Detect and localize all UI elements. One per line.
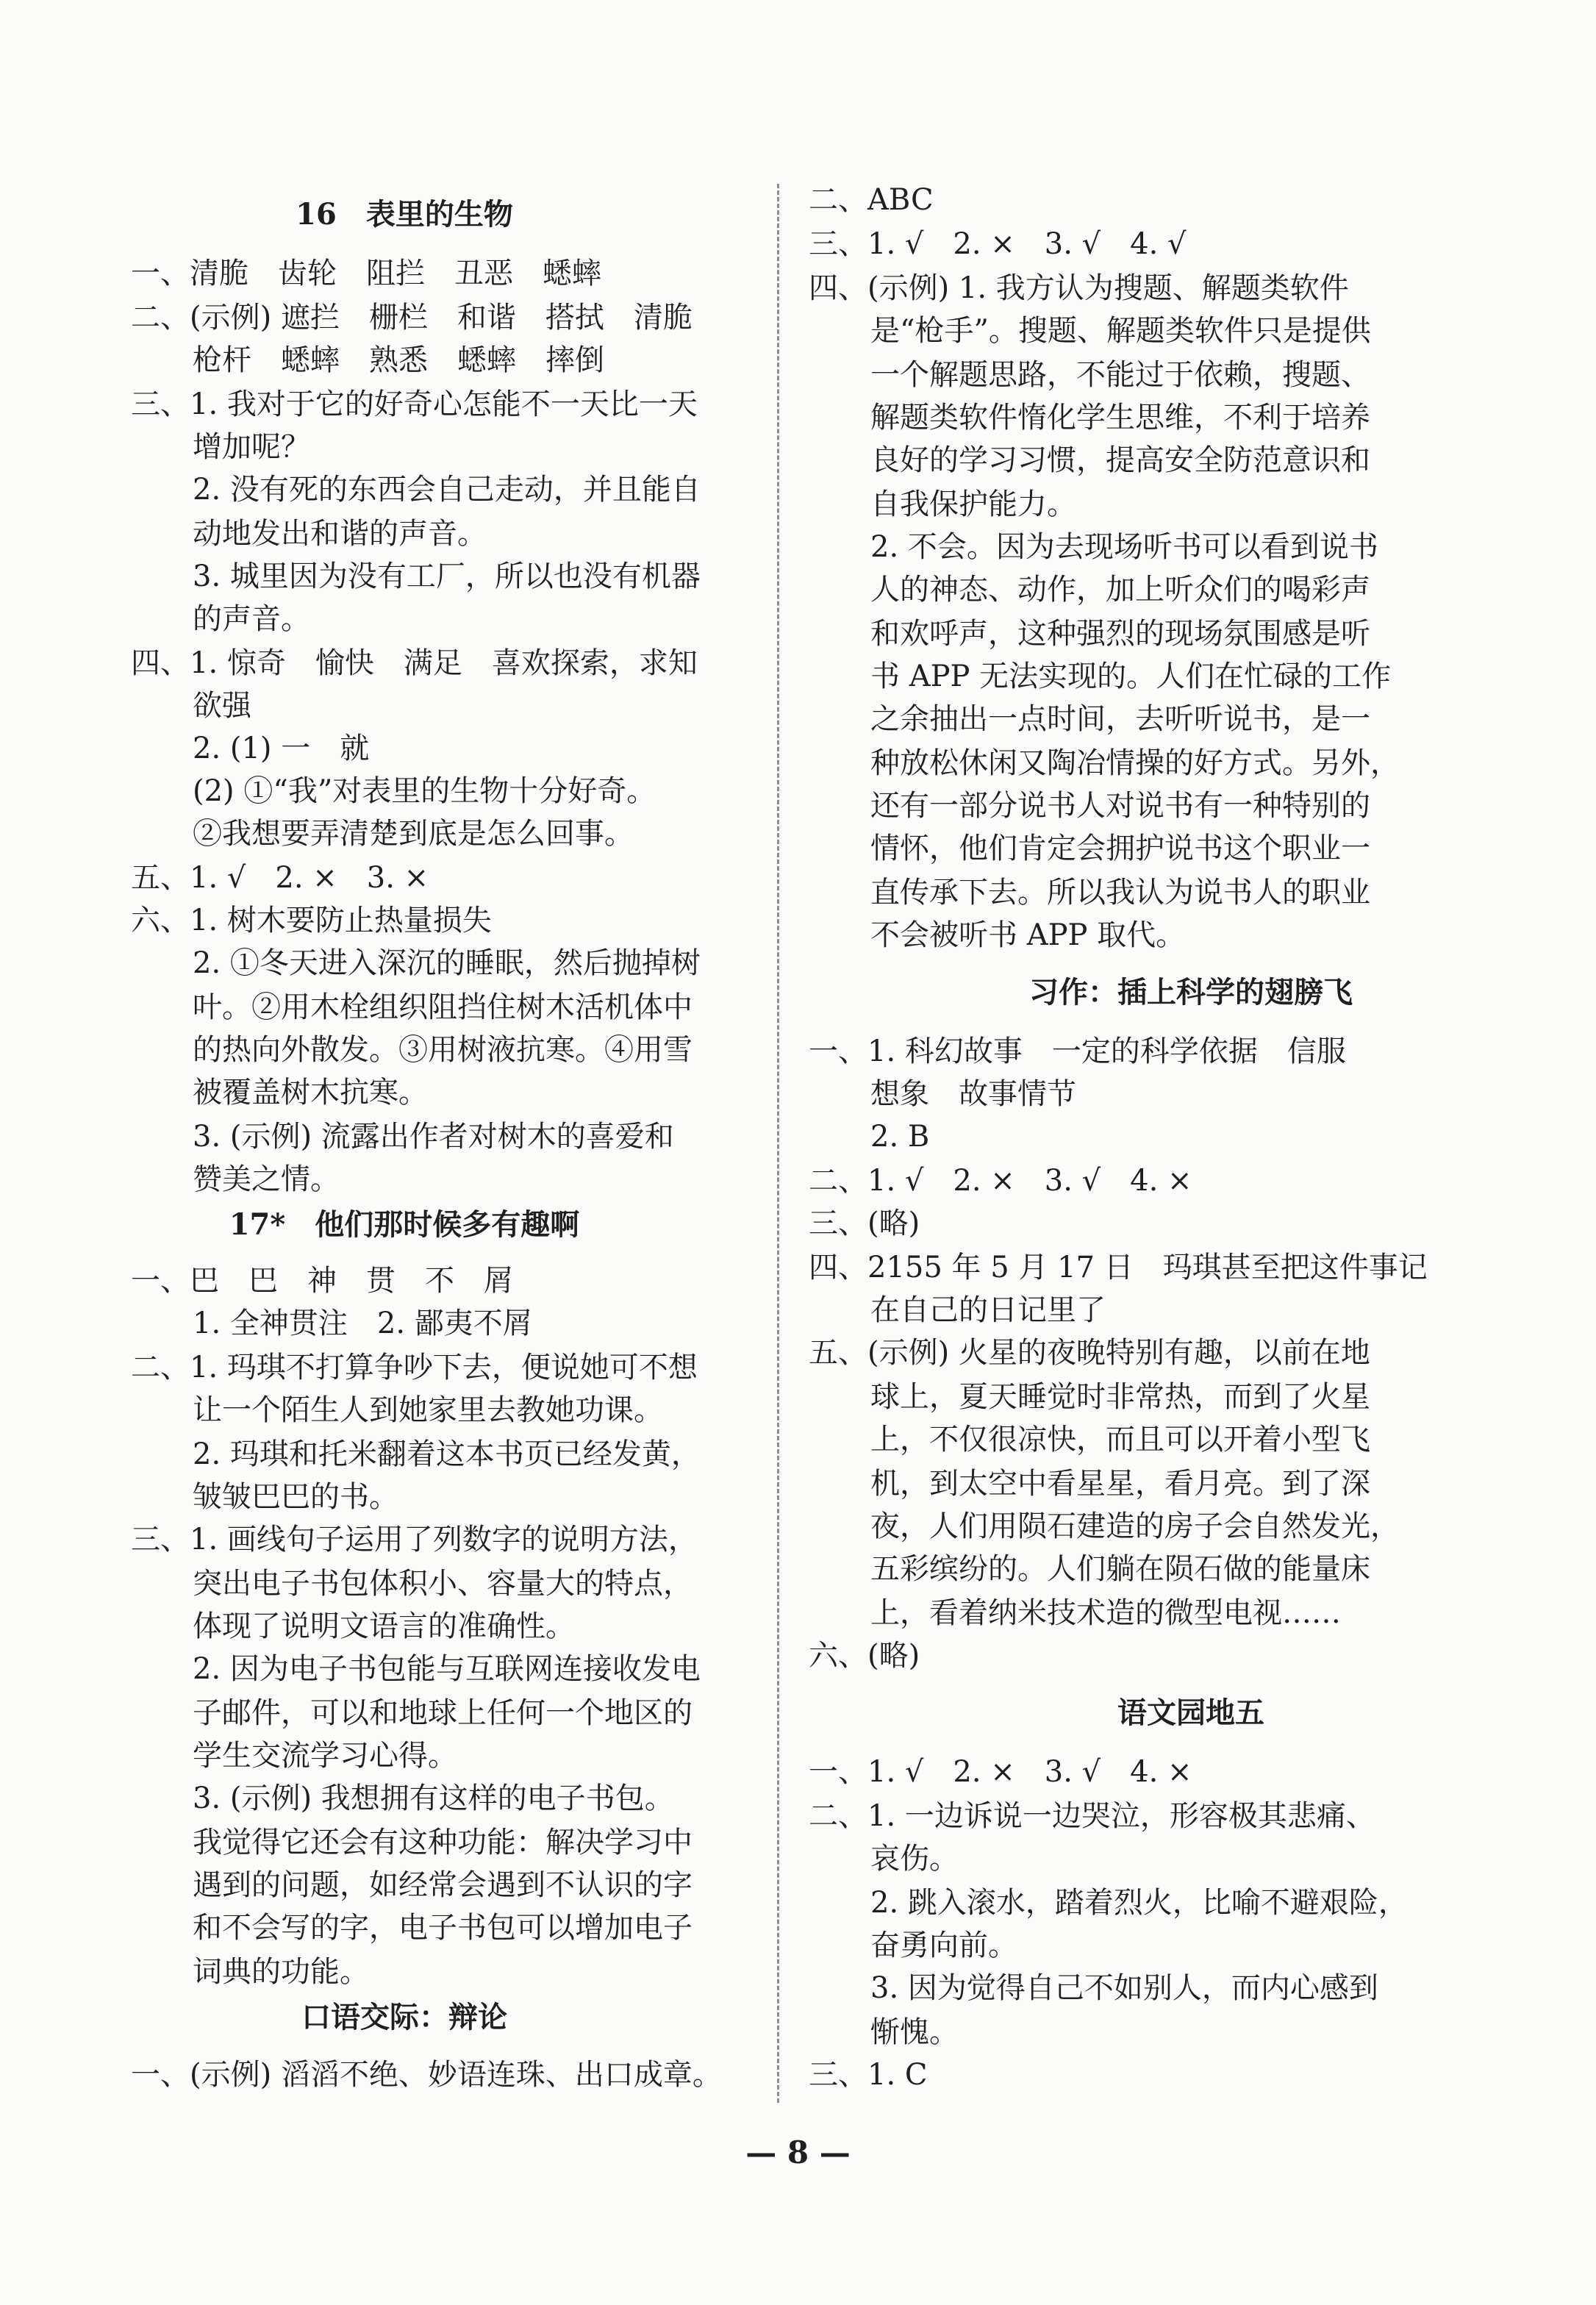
answer-line: 四、2155 年 5 月 17 日 玛琪甚至把这件事记 bbox=[809, 1251, 1428, 1284]
answer-line: 一、巴 巴 神 贯 不 屑 bbox=[131, 1264, 513, 1298]
answer-line: 上，不仅很凉快，而且可以开着小型飞 bbox=[870, 1423, 1370, 1457]
answer-line: 赞美之情。 bbox=[193, 1162, 340, 1196]
answer-line: 2. 没有死的东西会自己走动，并且能自 bbox=[193, 473, 701, 507]
answer-line: 二、ABC bbox=[809, 183, 934, 217]
answer-line: 三、1. 我对于它的好奇心怎能不一天比一天 bbox=[131, 387, 698, 421]
answer-line: 3. 因为觉得自己不如别人，而内心感到 bbox=[870, 1971, 1378, 2005]
answer-line: 情怀，他们肯定会拥护说书这个职业一 bbox=[870, 832, 1370, 865]
answer-line: 人的神态、动作，加上听众们的喝彩声 bbox=[870, 573, 1370, 607]
answer-line: 六、(略) bbox=[809, 1639, 920, 1673]
answer-line: 五彩缤纷的。人们躺在陨石做的能量床 bbox=[870, 1552, 1370, 1586]
answer-line: 欲强 bbox=[193, 689, 251, 723]
answer-line: 四、(示例) 1. 我方认为搜题、解题类软件 bbox=[809, 271, 1349, 305]
answer-line: 2. 玛琪和托米翻着这本书页已经发黄， bbox=[193, 1437, 701, 1471]
answer-line: 哀伤。 bbox=[870, 1842, 959, 1876]
answer-line: 一、1. 科幻故事 一定的科学依据 信服 bbox=[809, 1034, 1346, 1068]
answer-line: 突出电子书包体积小、容量大的特点， bbox=[193, 1567, 693, 1601]
answer-line: 让一个陌生人到她家里去教她功课。 bbox=[193, 1393, 663, 1427]
answer-line: 2. 不会。因为去现场听书可以看到说书 bbox=[870, 530, 1378, 564]
answer-line: 五、(示例) 火星的夜晚特别有趣，以前在地 bbox=[809, 1336, 1370, 1370]
answer-line: 和欢呼声，这种强烈的现场氛围感是听 bbox=[870, 617, 1370, 651]
answer-line: 3. 城里因为没有工厂，所以也没有机器 bbox=[193, 560, 701, 593]
answer-line: 二、(示例) 遮拦 栅栏 和谐 搭拭 清脆 bbox=[131, 301, 693, 335]
answer-line: 自我保护能力。 bbox=[870, 487, 1076, 521]
answer-line: 三、1. √ 2. × 3. √ 4. √ bbox=[809, 227, 1187, 261]
answer-line: 2. 跳入滚水，踏着烈火，比喻不避艰险， bbox=[870, 1886, 1408, 1920]
answer-line: 良好的学习习惯，提高安全防范意识和 bbox=[870, 443, 1370, 477]
answer-line: 种放松休闲又陶冶情操的好方式。另外， bbox=[870, 746, 1400, 780]
answer-line: 二、1. √ 2. × 3. √ 4. × bbox=[809, 1164, 1192, 1198]
answer-line: 解题类软件惰化学生思维，不利于培养 bbox=[870, 401, 1370, 435]
answer-line: 之余抽出一点时间，去听听说书，是一 bbox=[870, 702, 1370, 736]
answer-line: 的热向外散发。③用树液抗寒。④用雪 bbox=[193, 1033, 693, 1067]
answer-line: 书 APP 无法实现的。人们在忙碌的工作 bbox=[870, 660, 1392, 693]
section-title-17: 17* 他们那时候多有趣啊 bbox=[229, 1207, 580, 1242]
answer-line: 被覆盖树木抗寒。 bbox=[193, 1076, 428, 1109]
answer-line: 我觉得它还会有这种功能：解决学习中 bbox=[193, 1826, 693, 1859]
answer-line: 三、1. C bbox=[809, 2058, 928, 2092]
section-title-16: 16 表里的生物 bbox=[296, 197, 513, 232]
answer-line: 六、1. 树木要防止热量损失 bbox=[131, 904, 492, 937]
answer-line: 还有一部分说书人对说书有一种特别的 bbox=[870, 789, 1370, 823]
answer-line: 学生交流学习心得。 bbox=[193, 1739, 457, 1773]
answer-line: 三、(略) bbox=[809, 1207, 920, 1240]
answer-line: 2. B bbox=[870, 1120, 930, 1154]
answer-line: 惭愧。 bbox=[870, 2015, 959, 2049]
answer-line: 在自己的日记里了 bbox=[870, 1293, 1106, 1327]
answer-line: 五、1. √ 2. × 3. × bbox=[131, 861, 429, 895]
answer-line: 三、1. 画线句子运用了列数字的说明方法， bbox=[131, 1523, 698, 1557]
answer-line: 想象 故事情节 bbox=[870, 1077, 1076, 1111]
answer-line: 2. 因为电子书包能与互联网连接收发电 bbox=[193, 1652, 701, 1686]
answer-line: 3. (示例) 我想拥有这样的电子书包。 bbox=[193, 1782, 674, 1815]
answer-line: 1. 全神贯注 2. 鄙夷不屑 bbox=[193, 1307, 532, 1340]
answer-line: 皱皱巴巴的书。 bbox=[193, 1480, 398, 1514]
section-title-oral: 口语交际：辩论 bbox=[301, 2000, 507, 2034]
answer-line: 二、1. 玛琪不打算争吵下去，便说她可不想 bbox=[131, 1351, 698, 1384]
answer-line: 一个解题思路，不能过于依赖，搜题、 bbox=[870, 358, 1370, 392]
section-title-garden: 语文园地五 bbox=[1117, 1695, 1264, 1730]
answer-line: 机，到太空中看星星，看月亮。到了深 bbox=[870, 1467, 1370, 1501]
answer-line: 一、(示例) 滔滔不绝、妙语连珠、出口成章。 bbox=[131, 2058, 722, 2092]
answer-line: 词典的功能。 bbox=[193, 1955, 369, 1989]
answer-line: 四、1. 惊奇 愉快 满足 喜欢探索，求知 bbox=[131, 646, 698, 680]
answer-line: 奋勇向前。 bbox=[870, 1929, 1017, 1962]
answer-line: 二、1. 一边诉说一边哭泣，形容极其悲痛、 bbox=[809, 1799, 1375, 1833]
answer-line: 体现了说明文语言的准确性。 bbox=[193, 1609, 575, 1643]
answer-line: 上，看着纳米技术造的微型电视…… bbox=[870, 1596, 1341, 1630]
answer-line: 是“枪手”。搜题、解题类软件只是提供 bbox=[870, 314, 1371, 348]
column-divider bbox=[777, 184, 779, 2103]
answer-line: 一、1. √ 2. × 3. √ 4. × bbox=[809, 1755, 1192, 1789]
answer-line: 3. (示例) 流露出作者对树木的喜爱和 bbox=[193, 1120, 674, 1154]
answer-line: 遇到的问题，如经常会遇到不认识的字 bbox=[193, 1868, 693, 1902]
answer-line: 直传承下去。所以我认为说书人的职业 bbox=[870, 876, 1370, 910]
answer-line: 和不会写的字，电子书包可以增加电子 bbox=[193, 1911, 693, 1945]
answer-line: ②我想要弄清楚到底是怎么回事。 bbox=[193, 817, 634, 851]
answer-line: 不会被听书 APP 取代。 bbox=[870, 918, 1186, 952]
answer-line: 2. ①冬天进入深沉的睡眠，然后抛掉树 bbox=[193, 946, 701, 980]
answer-line: 动地发出和谐的声音。 bbox=[193, 517, 487, 551]
answer-line: 增加呢？ bbox=[193, 430, 310, 464]
answer-line: 2. (1) 一 就 bbox=[193, 732, 370, 765]
answer-line: (2) ①“我”对表里的生物十分好奇。 bbox=[193, 774, 656, 808]
answer-line: 叶。②用木栓组织阻挡住树木活机体中 bbox=[193, 990, 693, 1024]
answer-line: 枪杆 蟋蟀 熟悉 蟋蟀 摔倒 bbox=[193, 343, 604, 377]
page-number: — 8 — bbox=[745, 2134, 851, 2170]
section-title-writing: 习作：插上科学的翅膀飞 bbox=[1029, 975, 1353, 1009]
answer-line: 的声音。 bbox=[193, 602, 310, 636]
answer-line: 子邮件，可以和地球上任何一个地区的 bbox=[193, 1696, 693, 1730]
answer-line: 夜，人们用陨石建造的房子会自然发光， bbox=[870, 1509, 1400, 1543]
answer-line: 球上，夏天睡觉时非常热，而到了火星 bbox=[870, 1380, 1370, 1414]
answer-line: 一、清脆 齿轮 阻拦 丑恶 蟋蟀 bbox=[131, 257, 601, 290]
